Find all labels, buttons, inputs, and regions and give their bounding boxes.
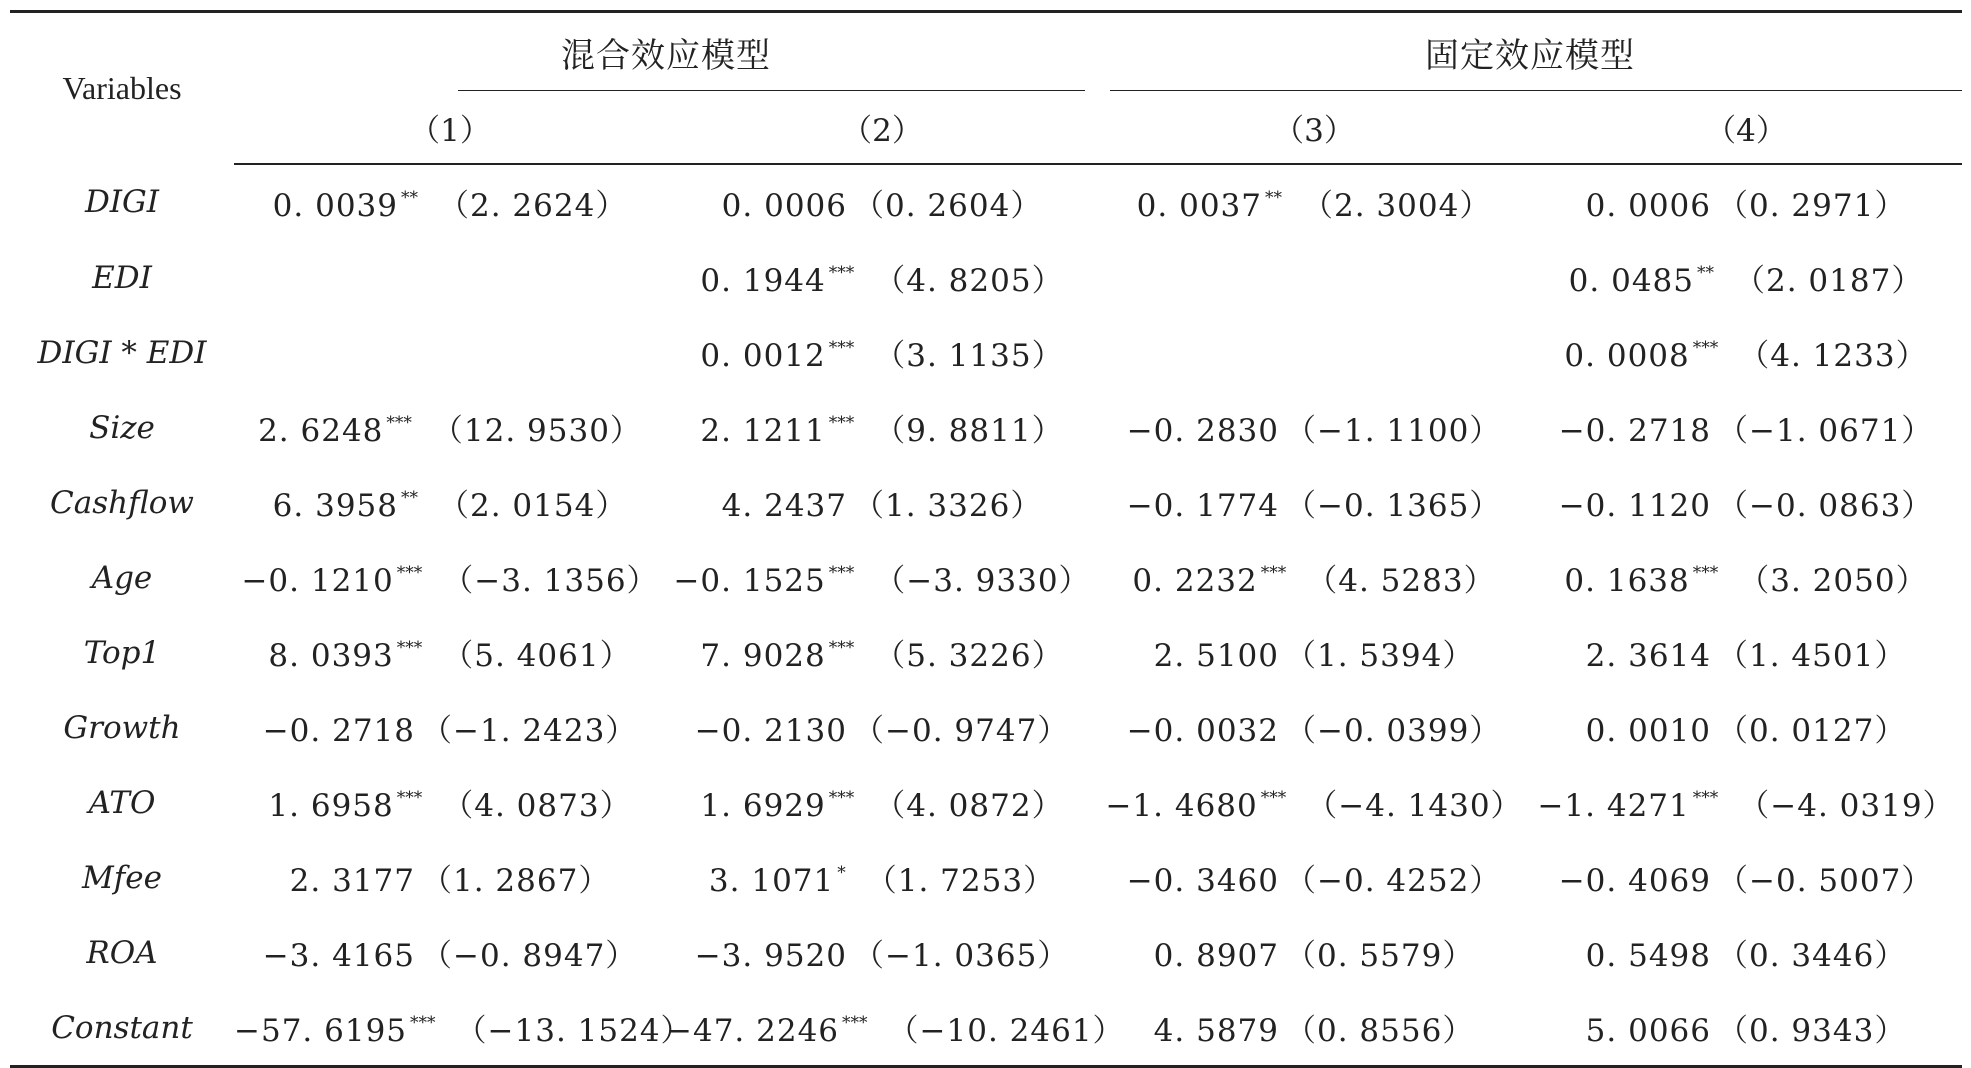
result-cell	[1530, 840, 1962, 915]
significance-stars: **	[401, 488, 418, 508]
coefficient: 0. 1638	[1564, 563, 1690, 599]
result-cell	[1530, 240, 1962, 315]
coefficient: −0. 2830	[1126, 413, 1279, 449]
header-row-columns	[10, 91, 1962, 164]
result-cell	[666, 465, 1098, 540]
result-cell	[666, 240, 1098, 315]
t-statistic: （5. 3226）	[874, 638, 1064, 674]
t-statistic: （3. 2050）	[1738, 563, 1928, 599]
table-row	[10, 765, 1962, 840]
coefficient: −57. 6195	[234, 1013, 408, 1049]
significance-stars: ***	[842, 1013, 868, 1033]
significance-stars: ***	[386, 413, 412, 433]
coefficient: 6. 3958	[272, 488, 398, 524]
result-cell	[666, 615, 1098, 690]
coefficient: 0. 0010	[1585, 713, 1711, 749]
t-statistic: （−1. 2423）	[421, 713, 638, 749]
result-cell	[1098, 690, 1530, 765]
result-cell	[1098, 390, 1530, 465]
t-statistic: （−4. 0319）	[1738, 788, 1955, 824]
coefficient: 2. 1211	[700, 413, 826, 449]
result-cell	[234, 164, 666, 240]
t-statistic: （−0. 8947）	[421, 938, 638, 974]
coefficient: −0. 4069	[1558, 863, 1711, 899]
coefficient: −0. 1774	[1126, 488, 1279, 524]
coefficient: −0. 1525	[673, 563, 826, 599]
result-cell	[1098, 315, 1530, 390]
coefficient: 0. 8907	[1153, 938, 1279, 974]
t-statistic: （2. 3004）	[1302, 188, 1492, 224]
result-cell	[666, 840, 1098, 915]
variable-name: ATO	[88, 784, 156, 821]
t-statistic: （2. 0154）	[438, 488, 628, 524]
result-cell	[234, 315, 666, 390]
coefficient: −0. 1120	[1558, 488, 1711, 524]
result-cell	[666, 690, 1098, 765]
result-cell	[234, 465, 666, 540]
significance-stars: ***	[1692, 788, 1719, 808]
t-statistic: （−0. 1365）	[1285, 488, 1502, 524]
significance-stars: ***	[828, 563, 855, 583]
t-statistic: （−1. 1100）	[1285, 413, 1502, 449]
t-statistic: （0. 2971）	[1717, 188, 1907, 224]
t-statistic: （1. 7253）	[865, 863, 1056, 899]
t-statistic: （4. 8205）	[874, 263, 1064, 299]
t-statistic: （4. 0872）	[874, 788, 1064, 824]
t-statistic: （−3. 9330）	[874, 563, 1091, 599]
result-cell	[234, 690, 666, 765]
table-body	[10, 164, 1962, 1067]
coefficient: 0. 1944	[700, 263, 826, 299]
coefficient: −0. 0032	[1126, 713, 1279, 749]
variable-name: Age	[91, 559, 153, 596]
coefficient: 0. 5498	[1585, 938, 1711, 974]
result-cell	[234, 390, 666, 465]
coefficient: 2. 3614	[1585, 638, 1711, 674]
coefficient: 2. 5100	[1153, 638, 1279, 674]
table-row	[10, 164, 1962, 240]
variable-name: DIGI * EDI	[37, 334, 207, 371]
result-cell	[234, 840, 666, 915]
coefficient: −0. 2718	[262, 713, 415, 749]
result-cell	[666, 765, 1098, 840]
variable-name: Constant	[10, 990, 234, 1067]
significance-stars: **	[1265, 188, 1282, 208]
t-statistic: （−10. 2461）	[887, 1013, 1125, 1049]
result-cell	[1098, 615, 1530, 690]
coefficient: −3. 4165	[262, 938, 415, 974]
result-cell	[1530, 540, 1962, 615]
variable-name: DIGI	[84, 184, 160, 220]
coefficient: 4. 2437	[721, 488, 847, 524]
t-statistic: （−0. 0863）	[1717, 488, 1934, 524]
t-statistic: （4. 5283）	[1306, 563, 1496, 599]
coefficient: 2. 6248	[258, 413, 384, 449]
result-cell	[1098, 765, 1530, 840]
t-statistic: （−0. 4252）	[1285, 863, 1502, 899]
result-cell	[666, 164, 1098, 240]
variable-name: Mfee	[82, 859, 162, 896]
t-statistic: （3. 1135）	[874, 338, 1064, 374]
coefficient: 0. 0485	[1568, 263, 1694, 299]
t-statistic: （−1. 0671）	[1717, 413, 1934, 449]
header-row-groups	[10, 12, 1962, 92]
t-statistic: （0. 8556）	[1285, 1013, 1475, 1049]
result-cell	[1530, 990, 1962, 1067]
result-cell	[1530, 465, 1962, 540]
t-statistic: （1. 3326）	[853, 488, 1043, 524]
coefficient: 1. 6929	[700, 788, 826, 824]
coefficient: −0. 2718	[1558, 413, 1711, 449]
result-cell	[1530, 615, 1962, 690]
coefficient: 0. 0006	[1585, 188, 1711, 224]
table-row	[10, 690, 1962, 765]
result-cell	[1530, 690, 1962, 765]
column-header-4: （4）	[1530, 91, 1962, 164]
coefficient: −3. 9520	[694, 938, 847, 974]
t-statistic: （0. 0127）	[1717, 713, 1907, 749]
column-header-3: （3）	[1098, 91, 1530, 164]
t-statistic: （1. 4501）	[1717, 638, 1907, 674]
coefficient: 1. 6958	[268, 788, 394, 824]
result-cell	[666, 390, 1098, 465]
result-cell	[666, 540, 1098, 615]
result-cell	[1530, 164, 1962, 240]
significance-stars: ***	[1260, 788, 1287, 808]
variable-name: Top1	[83, 634, 161, 671]
t-statistic: （0. 3446）	[1717, 938, 1907, 974]
result-cell	[234, 240, 666, 315]
table-row	[10, 990, 1962, 1067]
t-statistic: （4. 0873）	[442, 788, 632, 824]
result-cell	[234, 765, 666, 840]
result-cell	[234, 990, 693, 1067]
t-statistic: （−0. 9747）	[853, 713, 1070, 749]
result-cell	[1098, 990, 1530, 1067]
t-statistic: （0. 5579）	[1285, 938, 1475, 974]
variable-name: Growth	[63, 709, 181, 746]
coefficient: 7. 9028	[700, 638, 826, 674]
result-cell	[1098, 240, 1530, 315]
significance-stars: ***	[410, 1013, 436, 1033]
table-row	[10, 840, 1962, 915]
result-cell	[1098, 840, 1530, 915]
significance-stars: ***	[828, 638, 855, 658]
column-header-2: （2）	[666, 91, 1098, 164]
variable-name: Cashflow	[50, 484, 194, 521]
table-row	[10, 240, 1962, 315]
t-statistic: （−4. 1430）	[1306, 788, 1523, 824]
significance-stars: ***	[828, 263, 855, 283]
coefficient: −47. 2246	[666, 1013, 840, 1049]
coefficient: −1. 4680	[1105, 788, 1258, 824]
t-statistic: （1. 2867）	[421, 863, 611, 899]
coefficient: −0. 3460	[1126, 863, 1279, 899]
result-cell	[1098, 164, 1530, 240]
result-cell	[234, 915, 666, 990]
table-row	[10, 390, 1962, 465]
coefficient: 0. 0008	[1564, 338, 1690, 374]
significance-stars: ***	[828, 338, 855, 358]
coefficient: 0. 0037	[1136, 188, 1262, 224]
t-statistic: （−0. 5007）	[1717, 863, 1934, 899]
significance-stars: ***	[828, 788, 855, 808]
result-cell	[1530, 765, 1962, 840]
coefficient: 2. 3177	[289, 863, 415, 899]
t-statistic: （−3. 1356）	[442, 563, 659, 599]
t-statistic: （12. 9530）	[431, 413, 642, 449]
significance-stars: *	[837, 863, 846, 883]
coefficient: 0. 0006	[721, 188, 847, 224]
t-statistic: （9. 8811）	[874, 413, 1064, 449]
significance-stars: ***	[1692, 338, 1719, 358]
coefficient: 0. 0039	[272, 188, 398, 224]
t-statistic: （1. 5394）	[1285, 638, 1475, 674]
coefficient: 4. 5879	[1153, 1013, 1279, 1049]
result-cell	[1530, 390, 1962, 465]
significance-stars: ***	[1692, 563, 1719, 583]
variable-name: Size	[89, 409, 155, 446]
column-header-1: （1）	[234, 91, 666, 164]
group-header-pooled: 混合效应模型	[234, 12, 1098, 92]
result-cell	[234, 540, 666, 615]
t-statistic: （4. 1233）	[1738, 338, 1928, 374]
regression-results-table	[10, 10, 1962, 1068]
coefficient: 8. 0393	[268, 638, 394, 674]
significance-stars: ***	[396, 563, 423, 583]
table-row	[10, 540, 1962, 615]
variable-name: ROA	[86, 934, 158, 971]
significance-stars: **	[1697, 263, 1714, 283]
table-row	[10, 915, 1962, 990]
coefficient: 3. 1071	[708, 863, 835, 899]
t-statistic: （0. 9343）	[1717, 1013, 1907, 1049]
significance-stars: ***	[396, 638, 423, 658]
significance-stars: ***	[396, 788, 423, 808]
t-statistic: （−0. 0399）	[1285, 713, 1502, 749]
result-cell	[1530, 915, 1962, 990]
t-statistic: （0. 2604）	[853, 188, 1043, 224]
significance-stars: **	[401, 188, 418, 208]
result-cell	[234, 615, 666, 690]
result-cell	[1098, 465, 1530, 540]
coefficient: −0. 1210	[241, 563, 394, 599]
t-statistic: （2. 0187）	[1734, 263, 1924, 299]
coefficient: −0. 2130	[694, 713, 847, 749]
result-cell	[1530, 315, 1962, 390]
t-statistic: （5. 4061）	[442, 638, 632, 674]
coefficient: 0. 2232	[1132, 563, 1258, 599]
table-row	[10, 615, 1962, 690]
coefficient: −1. 4271	[1537, 788, 1690, 824]
result-cell	[666, 915, 1098, 990]
result-cell	[1098, 915, 1530, 990]
coefficient: 5. 0066	[1585, 1013, 1711, 1049]
table-row	[10, 465, 1962, 540]
coefficient: 0. 0012	[700, 338, 826, 374]
significance-stars: ***	[1260, 563, 1287, 583]
variables-header: Variables	[10, 12, 234, 165]
t-statistic: （−13. 1524）	[455, 1013, 693, 1049]
result-cell	[666, 990, 1125, 1067]
result-cell	[1098, 540, 1530, 615]
table-row	[10, 315, 1962, 390]
t-statistic: （−1. 0365）	[853, 938, 1070, 974]
t-statistic: （2. 2624）	[438, 188, 628, 224]
significance-stars: ***	[828, 413, 855, 433]
variable-name: EDI	[92, 259, 152, 296]
group-header-fixed: 固定效应模型	[1098, 12, 1962, 92]
result-cell	[666, 315, 1098, 390]
